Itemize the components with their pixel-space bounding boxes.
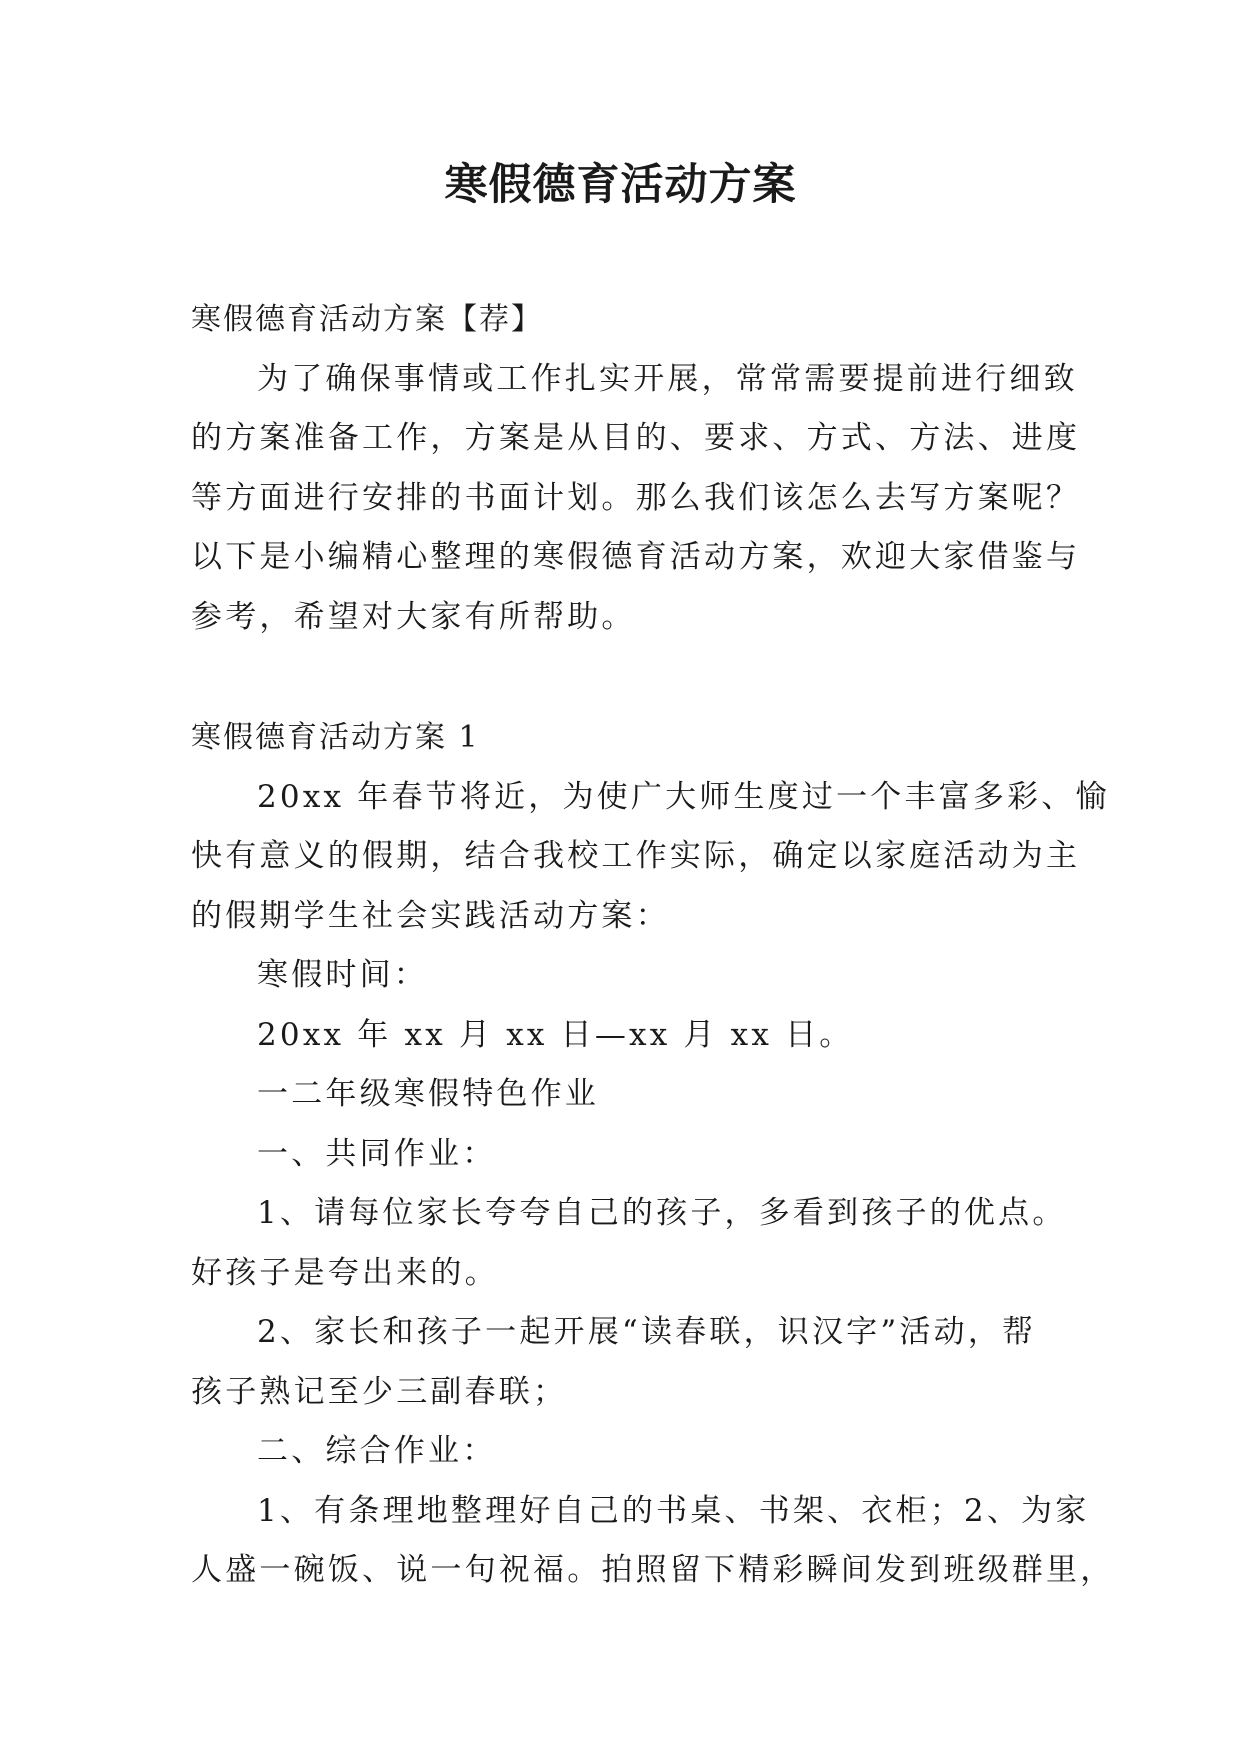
paragraph-line: 的假期学生社会实践活动方案： — [191, 897, 670, 934]
paragraph-line: 20xx 年 xx 月 xx 日—xx 月 xx 日。 — [257, 1016, 854, 1053]
section-heading: 寒假德育活动方案【荐】 — [191, 302, 543, 337]
paragraph-line: 2、家长和孩子一起开展“读春联，识汉字”活动，帮 — [257, 1314, 1037, 1350]
document-body — [191, 290, 1115, 1601]
paragraph-line: 人盛一碗饭、说一句祝福。拍照留下精彩瞬间发到班级群里， — [191, 1552, 1115, 1588]
paragraph-line: 20xx 年春节将近，为使广大师生度过一个丰富多彩、愉 — [257, 778, 1110, 815]
paragraph-line: 以下是小编精心整理的寒假德育活动方案，欢迎大家借鉴与 — [191, 539, 1081, 575]
paragraph-line: 一二年级寒假特色作业 — [257, 1076, 599, 1112]
paragraph-line: 孩子熟记至少三副春联； — [191, 1373, 568, 1410]
paragraph-line: 寒假时间： — [257, 957, 428, 993]
paragraph-line: 等方面进行安排的书面计划。那么我们该怎么去写方案呢？ — [191, 479, 1081, 516]
paragraph-line: 的方案准备工作，方案是从目的、要求、方式、方法、进度 — [191, 420, 1081, 456]
paragraph-line: 1、有条理地整理好自己的书桌、书架、衣柜；2、为家 — [257, 1492, 1090, 1529]
document-title: 寒假德育活动方案 — [444, 160, 797, 210]
paragraph-line: 好孩子是夸出来的。 — [191, 1254, 499, 1291]
paragraph-spacer — [191, 647, 1056, 708]
paragraph-line: 1、请每位家长夸夸自己的孩子，多看到孩子的优点。 — [257, 1195, 1067, 1231]
paragraph-line: 一、共同作业： — [257, 1135, 497, 1172]
paragraph-line: 为了确保事情或工作扎实开展，常常需要提前进行细致 — [257, 360, 1078, 397]
paragraph-line: 二、综合作业： — [257, 1433, 497, 1469]
paragraph-line: 参考，希望对大家有所帮助。 — [191, 598, 636, 635]
paragraph-line: 快有意义的假期，结合我校工作实际，确定以家庭活动为主 — [191, 838, 1081, 874]
section-heading: 寒假德育活动方案 1 — [191, 720, 480, 755]
